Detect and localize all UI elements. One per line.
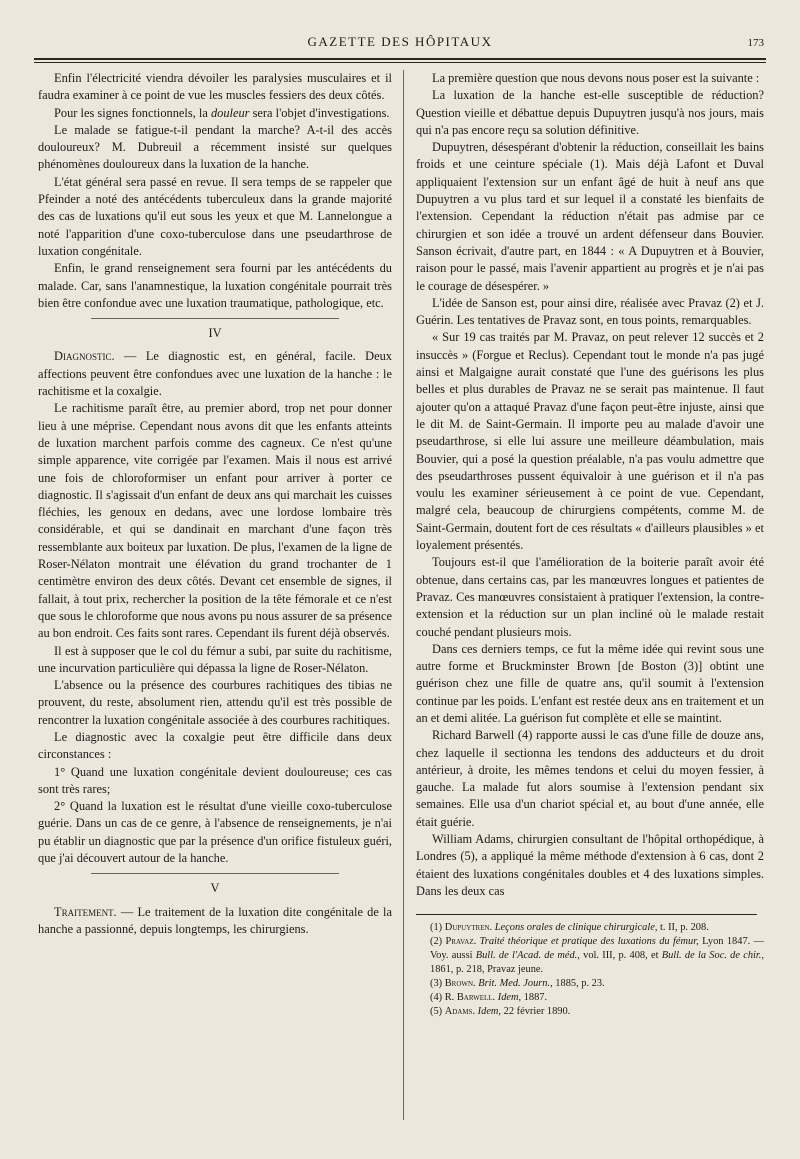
paragraph: Le malade se fatigue-t-il pendant la marche? A-t-il des accès douloureux? M. Dubreuil a récemment insisté sur quelques phénomènes douloureux dans la luxation de la hanche. (38, 122, 392, 172)
text-run: — Le traitement de la luxation dite congénitale de la hanche a passionné, depuis longtemps, les chirurgiens. (38, 904, 392, 936)
text-run: Lyon 1847. — Voy. aussi (430, 936, 765, 962)
header-rule (34, 58, 766, 60)
paragraph: L'absence ou la présence des courbures rachitiques des tibias ne prouvent, du reste, absolument rien, attendu qu'il est très possible de rencontrer la luxation congénitale associée à des courbures rachitiques. (38, 678, 392, 727)
paragraph: Toujours est-il que l'amélioration de la boiterie paraît avoir été obtenue, dans certains cas, par les manœuvres longues et patientes de Pravaz. Ces manœuvres consistaient à pratiquer l'extension, la contre-extension et la réduction sur un plan incliné où le malade restait couché pendant plusieurs mois. (416, 555, 764, 639)
footnote-title: Leçons orales de clinique chirurgicale, (492, 922, 658, 934)
footnote-number: (1) (430, 922, 445, 934)
section-number-v: V (210, 881, 220, 896)
footnote-number: (4) (430, 992, 445, 1004)
footnote-rule (416, 914, 757, 915)
footnote-author: Adams. (444, 1006, 476, 1018)
text-run: sera l'objet d'investigations. (249, 105, 390, 120)
text-run: 1885, p. 23. (552, 978, 605, 990)
paragraph: L'idée de Sanson est, pour ainsi dire, réalisée avec Pravaz (2) et J. Guérin. Les tentatives de Pravaz sont, en tous points, remarquables. (416, 295, 764, 328)
paragraph: La première question que nous devons nous poser est la suivante : (432, 71, 760, 85)
footnote (416, 977, 764, 991)
section-divider (91, 318, 339, 319)
column-separator (403, 70, 404, 1120)
paragraph: 1° Quand une luxation congénitale devient douloureuse; ces cas sont très rares; (38, 764, 392, 796)
footnote-number: (2) (430, 936, 446, 948)
footnote-title: Brit. Med. Journ., (475, 978, 553, 990)
footnote-number: (5) (430, 1006, 445, 1018)
italic-term: douleur (210, 105, 250, 120)
section-lead: Traitement. (54, 904, 117, 919)
paragraph (38, 904, 392, 939)
text-run: 1887. (521, 992, 548, 1004)
footnote-title: Idem, (495, 992, 522, 1004)
footnote (416, 991, 764, 1005)
footnote-title: Bull. de l'Acad. de méd., (475, 950, 580, 962)
text-run: vol. III, p. 408, et (579, 950, 662, 962)
paragraph: Dans ces derniers temps, ce fut la même idée qui revint sous une autre forme et Bruckminster Brown [de Boston (3)] obtint une guérison chez une fille de quatre ans, qu'il soumit à l'extension continue par les poids. L'enfant est restée deux ans en traitement et un an et demi alitée. La guérison fut complète et elle se maintint. (416, 641, 764, 725)
header-rule-thin (34, 62, 766, 63)
footnote (416, 935, 764, 977)
page-number: 173 (747, 37, 764, 49)
paragraph: William Adams, chirurgien consultant de l'hôpital orthopédique, à Londres (5), a appliqué la même méthode d'extension à 6 cas, dont 2 étaient des luxations congénitales doubles et 4 des luxations simples. Dans les deux cas (416, 832, 764, 898)
paragraph: Enfin l'électricité viendra dévoiler les paralysies musculaires et il faudra examiner à ce point de vue les muscles fessiers des deux côtés. (38, 71, 392, 103)
left-column (38, 70, 392, 938)
footnote-author: Pravaz. (445, 936, 477, 948)
section-lead: Diagnostic. (54, 349, 115, 364)
footnote-number: (3) (430, 978, 445, 990)
text-run: — Le diagnostic est, en général, facile. Deux affections peuvent être confondues avec une luxation de la hanche : le rachitisme et la coxalgie. (38, 349, 392, 399)
footnote-author: Brown. (444, 978, 476, 990)
paragraph: 2° Quand la luxation est le résultat d'une vieille coxo-tuberculose guérie. Dans un cas de ce genre, à l'absence de renseignements, je n'ai pu établir un diagnostic que par la présence d'un orifice fistuleux guéri, que j'ai découvert autour de la hanche. (38, 799, 392, 866)
paragraph: Le diagnostic avec la coxalgie peut être difficile dans deux circonstances : (38, 729, 392, 762)
footnote-author: R. Barwell. (444, 992, 496, 1004)
section-number-iv: IV (208, 326, 222, 341)
footnote (416, 1005, 764, 1019)
text-run: t. II, p. 208. (657, 922, 709, 934)
paragraph: Il est à supposer que le col du fémur a subi, par suite du rachitisme, une incurvation particulière qui dépassa la ligne de Roser-Nélaton. (38, 643, 392, 675)
paragraph: La luxation de la hanche est-elle susceptible de réduction? Question vieille et débattue depuis Dupuytren jusqu'à nos jours, mais qui n'a pas encore reçu sa solution définitive. (416, 88, 764, 137)
paragraph: Enfin, le grand renseignement sera fourni par les antécédents du malade. Car, sans l'anamnestique, la luxation congénitale pourrait très bien être confondue avec une luxation traumatique, pathologique, etc. (38, 261, 392, 310)
paragraph: L'état général sera passé en revue. Il sera temps de se rappeler que Pfeinder a noté des antécédents tuberculeux dans la grande majorité des cas de luxations qu'il eut sous les yeux et que M. Lannelongue a noté l'apparition d'une coxo-tuberculose dans une pseudarthrose de luxation congénitale. (38, 174, 392, 258)
footnote-title: Idem, (475, 1006, 502, 1018)
text-run: 1861, p. 218, Pravaz jeune. (430, 964, 544, 976)
running-header: GAZETTE DES HÔPITAUX (307, 34, 493, 49)
footnote-title: Bull. de la Soc. de chir., (661, 950, 764, 962)
footnote (416, 921, 764, 935)
paragraph (38, 105, 392, 122)
paragraph: « Sur 19 cas traités par M. Pravaz, on peut relever 12 succès et 2 insuccès » (Forgue et Reclus). Cependant tout le monde n'a pas jugé ainsi et Malgaigne aurait constaté que l'une des guérisons les plus belles et plus durables de Pravaz ne se serait pas maintenue. Il faut ajouter qu'on a attaqué Pravaz d'une façon peut-être injuste, ainsi que le dit M. de Saint-Germain. Il importe peu au malade d'avoir une pseudarthrose, si elle lui assure une meilleure déambulation, mais Bouvier, qui a posé la question préalable, n'a pas voulu admettre que des pseudarthroses pussent équivaloir à une guérison et il n'a pas voulu les examiner sérieusement à ce point de vue. Cependant, malgré cela, beaucoup de chirurgiens compétents, comme M. de Saint-Germain, doutent fort de ces résultats « d'ailleurs plausibles » et loyalement présentés. (416, 330, 764, 553)
paragraph: Richard Barwell (4) rapporte aussi le cas d'une fille de douze ans, chez laquelle il sectionna les tendons des adducteurs et du droit antérieur, à droite, les mêmes tendons et celui du moyen fessier, à gauche. La malade fut alors soumise à l'extension pendant six semaines. Elle usa d'un chariot spécial et, au bout d'une année, elle était guérie. (416, 728, 764, 829)
text-run: 22 février 1890. (501, 1006, 571, 1018)
text-run: Pour les signes fonctionnels, la (54, 105, 211, 120)
footnote-author: Dupuytren. (444, 922, 493, 934)
section-divider (91, 873, 339, 874)
paragraph: Dupuytren, désespérant d'obtenir la réduction, conseillait les bains froids et une ceinture spéciale (1). Mais déjà Lafont et Duval appliquaient l'extension sur un enfant âgé de huit à neuf ans que Dupuytren a vu plus tard et sur lequel il a constaté les bienfaits de l'extension. Cependant la réduction n'était pas admise par ce chirurgien et son idée a trouvé un ardent défenseur dans Bouvier. Sanson écrivait, d'autre part, en 1844 : « A Dupuytren et à Bouvier, raison pour le passé, mais l'avenir appartient au progrès et je n'ai pas le courage de désespérer. » (416, 140, 764, 293)
footnote-title: Traité théorique et pratique des luxations du fémur, (476, 936, 699, 948)
right-column (416, 70, 764, 1019)
paragraph: Le rachitisme paraît être, au premier abord, trop net pour donner lieu à une méprise. Cependant nous avons dit que les enfants atteints de luxation marchent parfois comme des cagneux. Ce n'est qu'une simple apparence, vite corrigée par l'examen. Mais il nous est arrivé une fois de chloroformiser un enfant pour arriver à porter ce diagnostic. Il s'agissait d'un enfant de deux ans qui marchait les cuisses fléchies, les genoux en dedans, avec une lordose lombaire très considérable, et qui se dandinait en marchant d'une façon très ressemblante aux boiteux par luxation. De plus, l'examen de la ligne de Roser-Nélaton montrait une élévation du grand trochanter de 1 centimètre environ des deux côtés. Devant cet ensemble de signes, il fallait, à tout prix, rechercher la position de la tête fémorale et ce n'est que sous le chloroforme que nous avons pu nous assurer de sa présence au bon endroit. Ces faits sont rares. Cependant ils furent déjà observés. (38, 401, 392, 641)
paragraph (38, 348, 392, 400)
